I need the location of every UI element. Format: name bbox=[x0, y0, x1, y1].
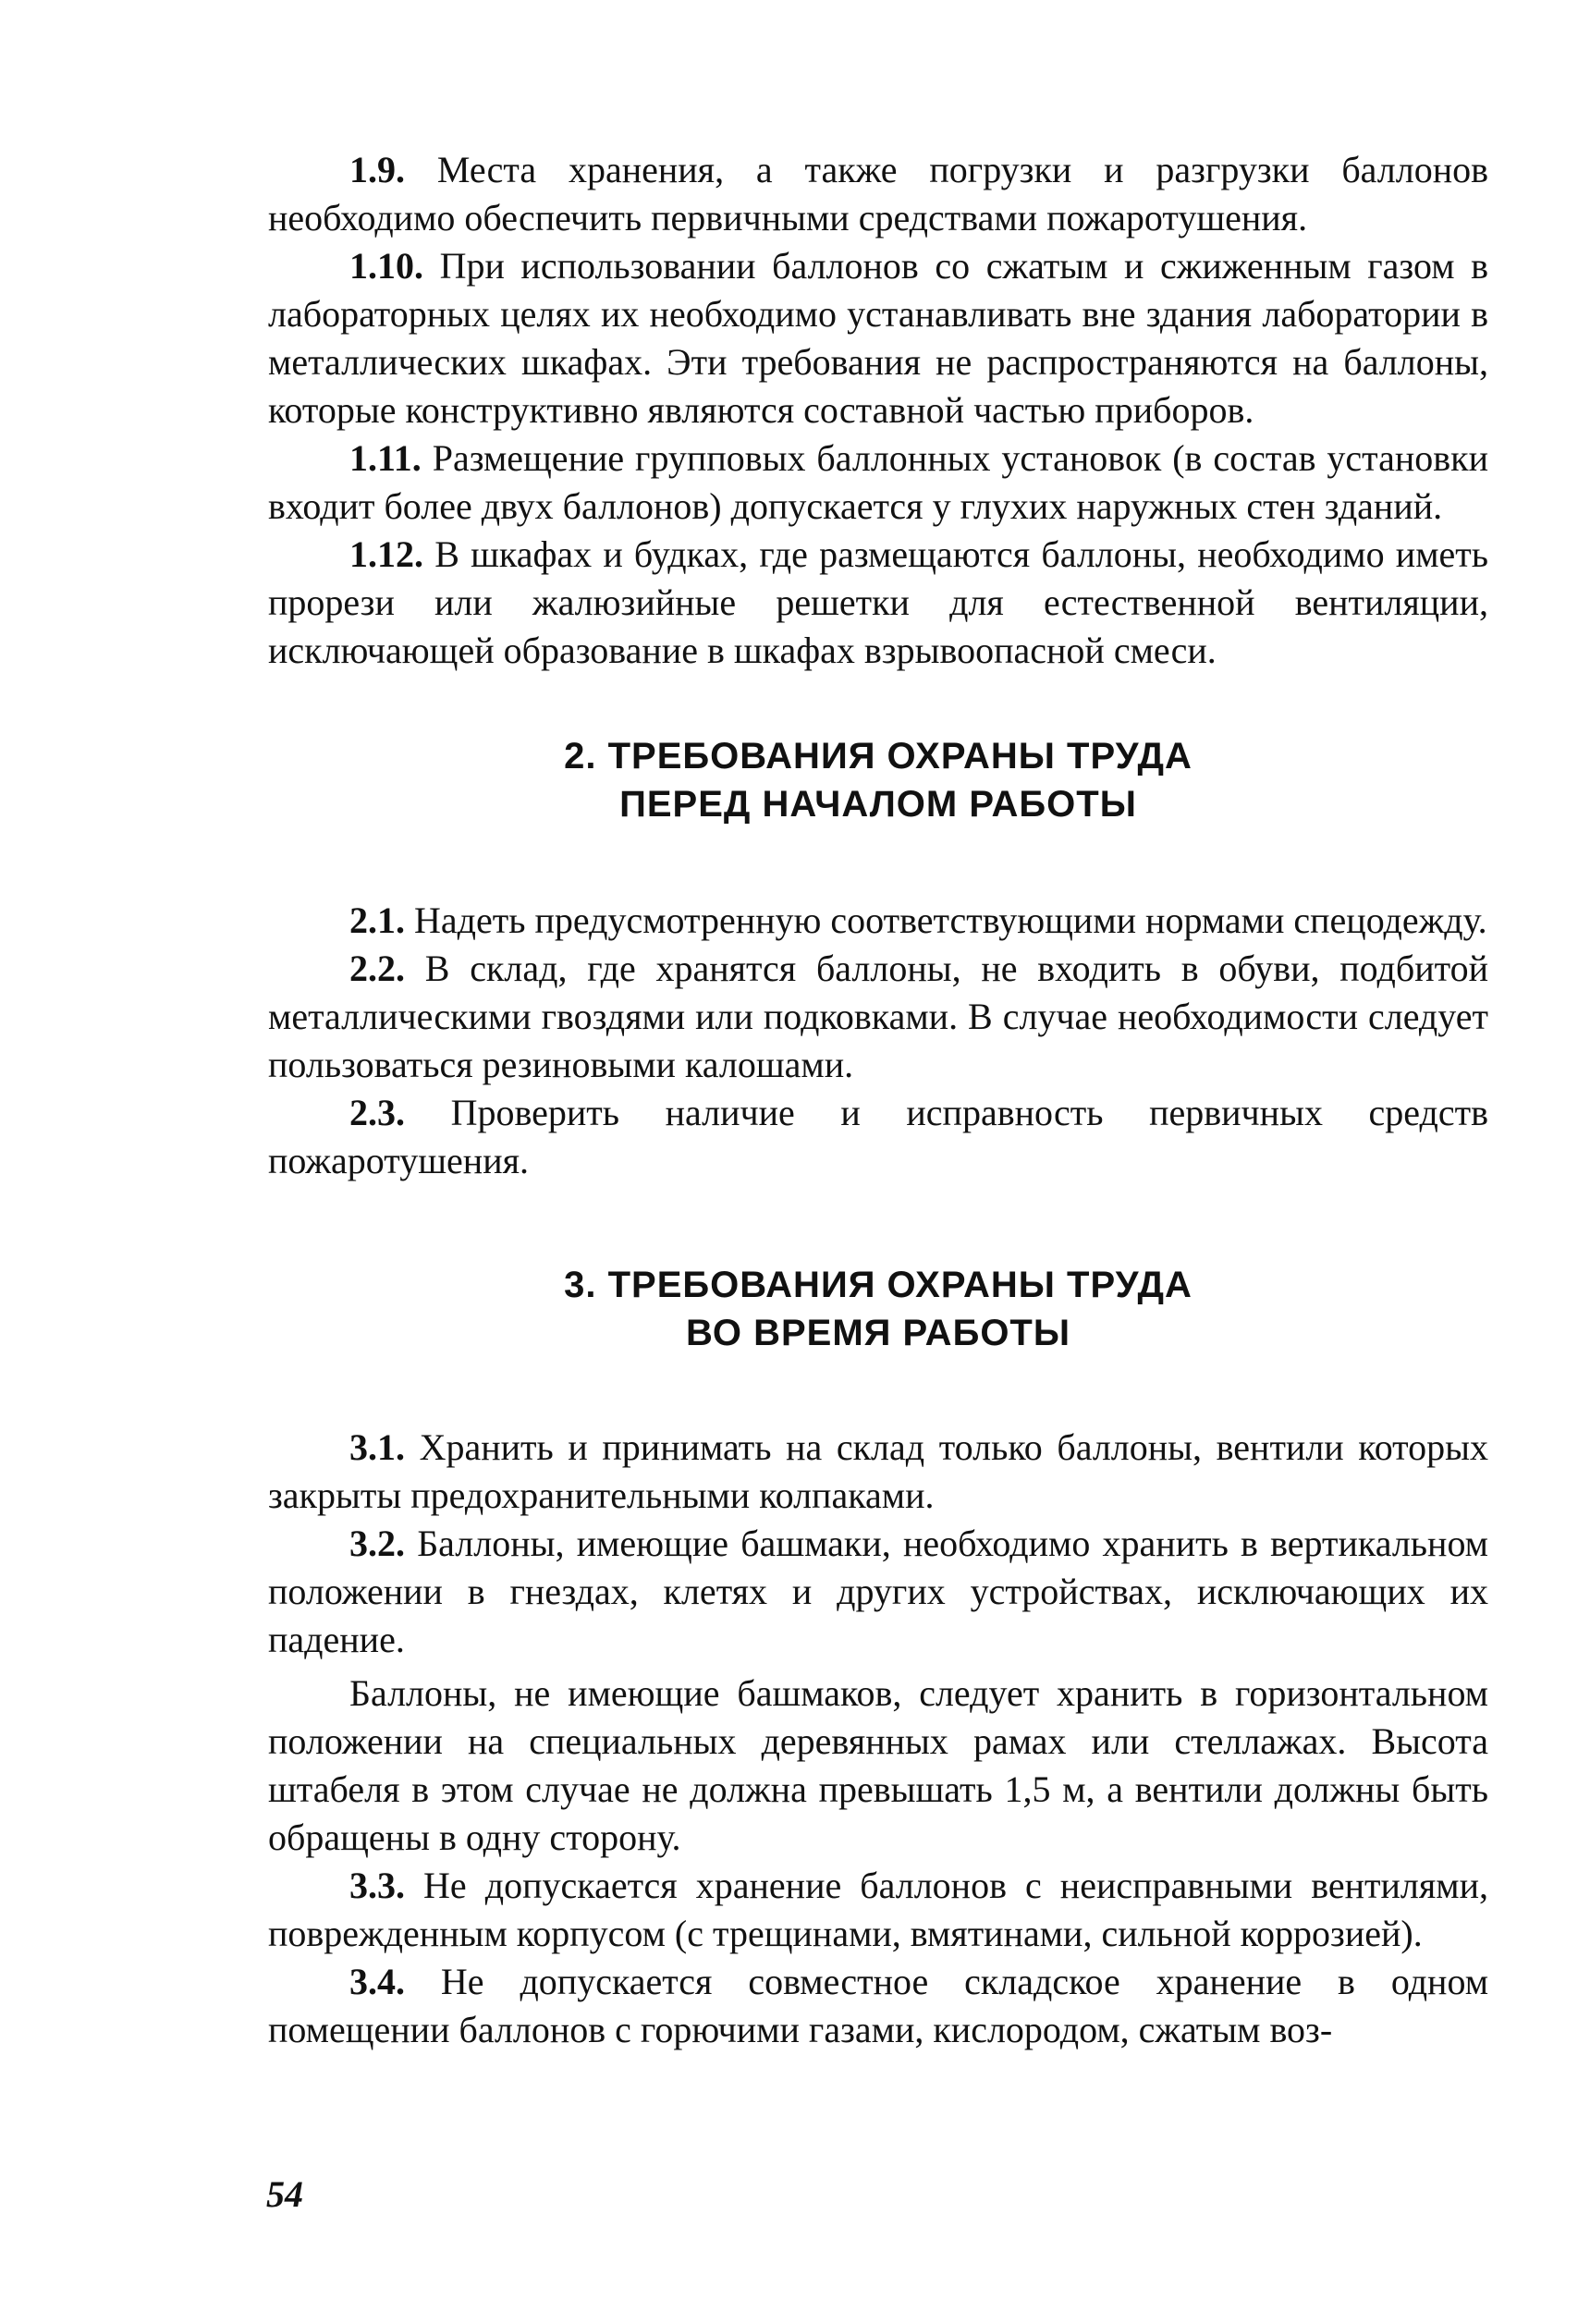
clause-text: Баллоны, имеющие башмаки, необходимо хранить в вертикальном положении в гнездах, клетях и других устройствах, исключающих их падение. bbox=[268, 1523, 1488, 1660]
page-body bbox=[268, 146, 1488, 2054]
paragraph-3-3 bbox=[268, 1862, 1488, 1958]
clause-number: 1.9. bbox=[349, 149, 405, 190]
section-3-heading bbox=[268, 1261, 1488, 1357]
clause-number: 2.2. bbox=[349, 948, 405, 989]
paragraph-3-2-continued: Баллоны, не имеющие башмаков, следует хранить в горизонтальном положении на специальных деревянных рамах или стеллажах. Высота штабеля в этом случае не должна превышать 1,5 м, а вентили должны быть обращены в одну сторону. bbox=[268, 1672, 1488, 1858]
clause-number: 2.3. bbox=[349, 1092, 405, 1133]
paragraph-2-3 bbox=[268, 1089, 1488, 1185]
paragraph-3-1 bbox=[268, 1424, 1488, 1520]
clause-number: 1.10. bbox=[349, 245, 423, 287]
clause-number: 2.1. bbox=[349, 899, 405, 941]
clause-text: Не допускается совместное складское хранение в одном помещении баллонов с горючими газами, кислородом, сжатым воз- bbox=[268, 1961, 1488, 2050]
clause-number: 1.12. bbox=[349, 533, 423, 575]
paragraph-1-9 bbox=[268, 146, 1488, 242]
paragraph-1-11 bbox=[268, 434, 1488, 531]
section-2-subtitle: ПЕРЕД НАЧАЛОМ РАБОТЫ bbox=[619, 784, 1137, 825]
clause-number: 3.1. bbox=[349, 1426, 405, 1468]
paragraph-3-4 bbox=[268, 1958, 1488, 2054]
paragraph-2-1 bbox=[268, 897, 1488, 945]
paragraph-1-10 bbox=[268, 242, 1488, 434]
clause-text: При использовании баллонов со сжатым и сжиженным газом в лабораторных целях их необходимо устанавливать вне здания лаборатории в металлических шкафах. Эти требования не распространяются на баллоны, которые конструктивно являются составной частью приборов. bbox=[268, 245, 1488, 431]
clause-text: Хранить и принимать на склад только баллоны, вентили которых закрыты предохранительными колпаками. bbox=[268, 1426, 1488, 1516]
section-2-title: 2. ТРЕБОВАНИЯ ОХРАНЫ ТРУДА bbox=[564, 736, 1192, 777]
paragraph-3-2 bbox=[268, 1520, 1488, 1664]
clause-text: Проверить наличие и исправность первичных средств пожаротушения. bbox=[268, 1092, 1488, 1181]
section-2-heading bbox=[268, 732, 1488, 828]
paragraph-2-2 bbox=[268, 945, 1488, 1089]
clause-number: 1.11. bbox=[349, 437, 422, 479]
clause-text: Размещение групповых баллонных установок (в состав установки входит более двух баллонов) допускается у глухих наружных стен зданий. bbox=[268, 437, 1488, 527]
page-number: 54 bbox=[266, 2173, 303, 2215]
paragraph-1-12 bbox=[268, 531, 1488, 675]
clause-text: В шкафах и будках, где размещаются баллоны, необходимо иметь прорези или жалюзийные решетки для естественной вентиляции, исключающей образование в шкафах взрывоопасной смеси. bbox=[268, 533, 1488, 671]
section-3-subtitle: ВО ВРЕМЯ РАБОТЫ bbox=[685, 1313, 1071, 1353]
clause-number: 3.2. bbox=[349, 1523, 405, 1564]
clause-text: Места хранения, а также погрузки и разгрузки баллонов необходимо обеспечить первичными средствами пожаротушения. bbox=[268, 149, 1488, 239]
clause-number: 3.3. bbox=[349, 1865, 405, 1906]
section-3-title: 3. ТРЕБОВАНИЯ ОХРАНЫ ТРУДА bbox=[564, 1265, 1192, 1305]
clause-text: В склад, где хранятся баллоны, не входить в обуви, подбитой металлическими гвоздями или подковками. В случае необходимости следует пользоваться резиновыми калошами. bbox=[268, 948, 1488, 1085]
clause-number: 3.4. bbox=[349, 1961, 405, 2002]
clause-text: Не допускается хранение баллонов с неисправными вентилями, поврежденным корпусом (с трещинами, вмятинами, сильной коррозией). bbox=[268, 1865, 1488, 1954]
clause-text: Надеть предусмотренную соответствующими нормами спецодежду. bbox=[405, 899, 1487, 941]
